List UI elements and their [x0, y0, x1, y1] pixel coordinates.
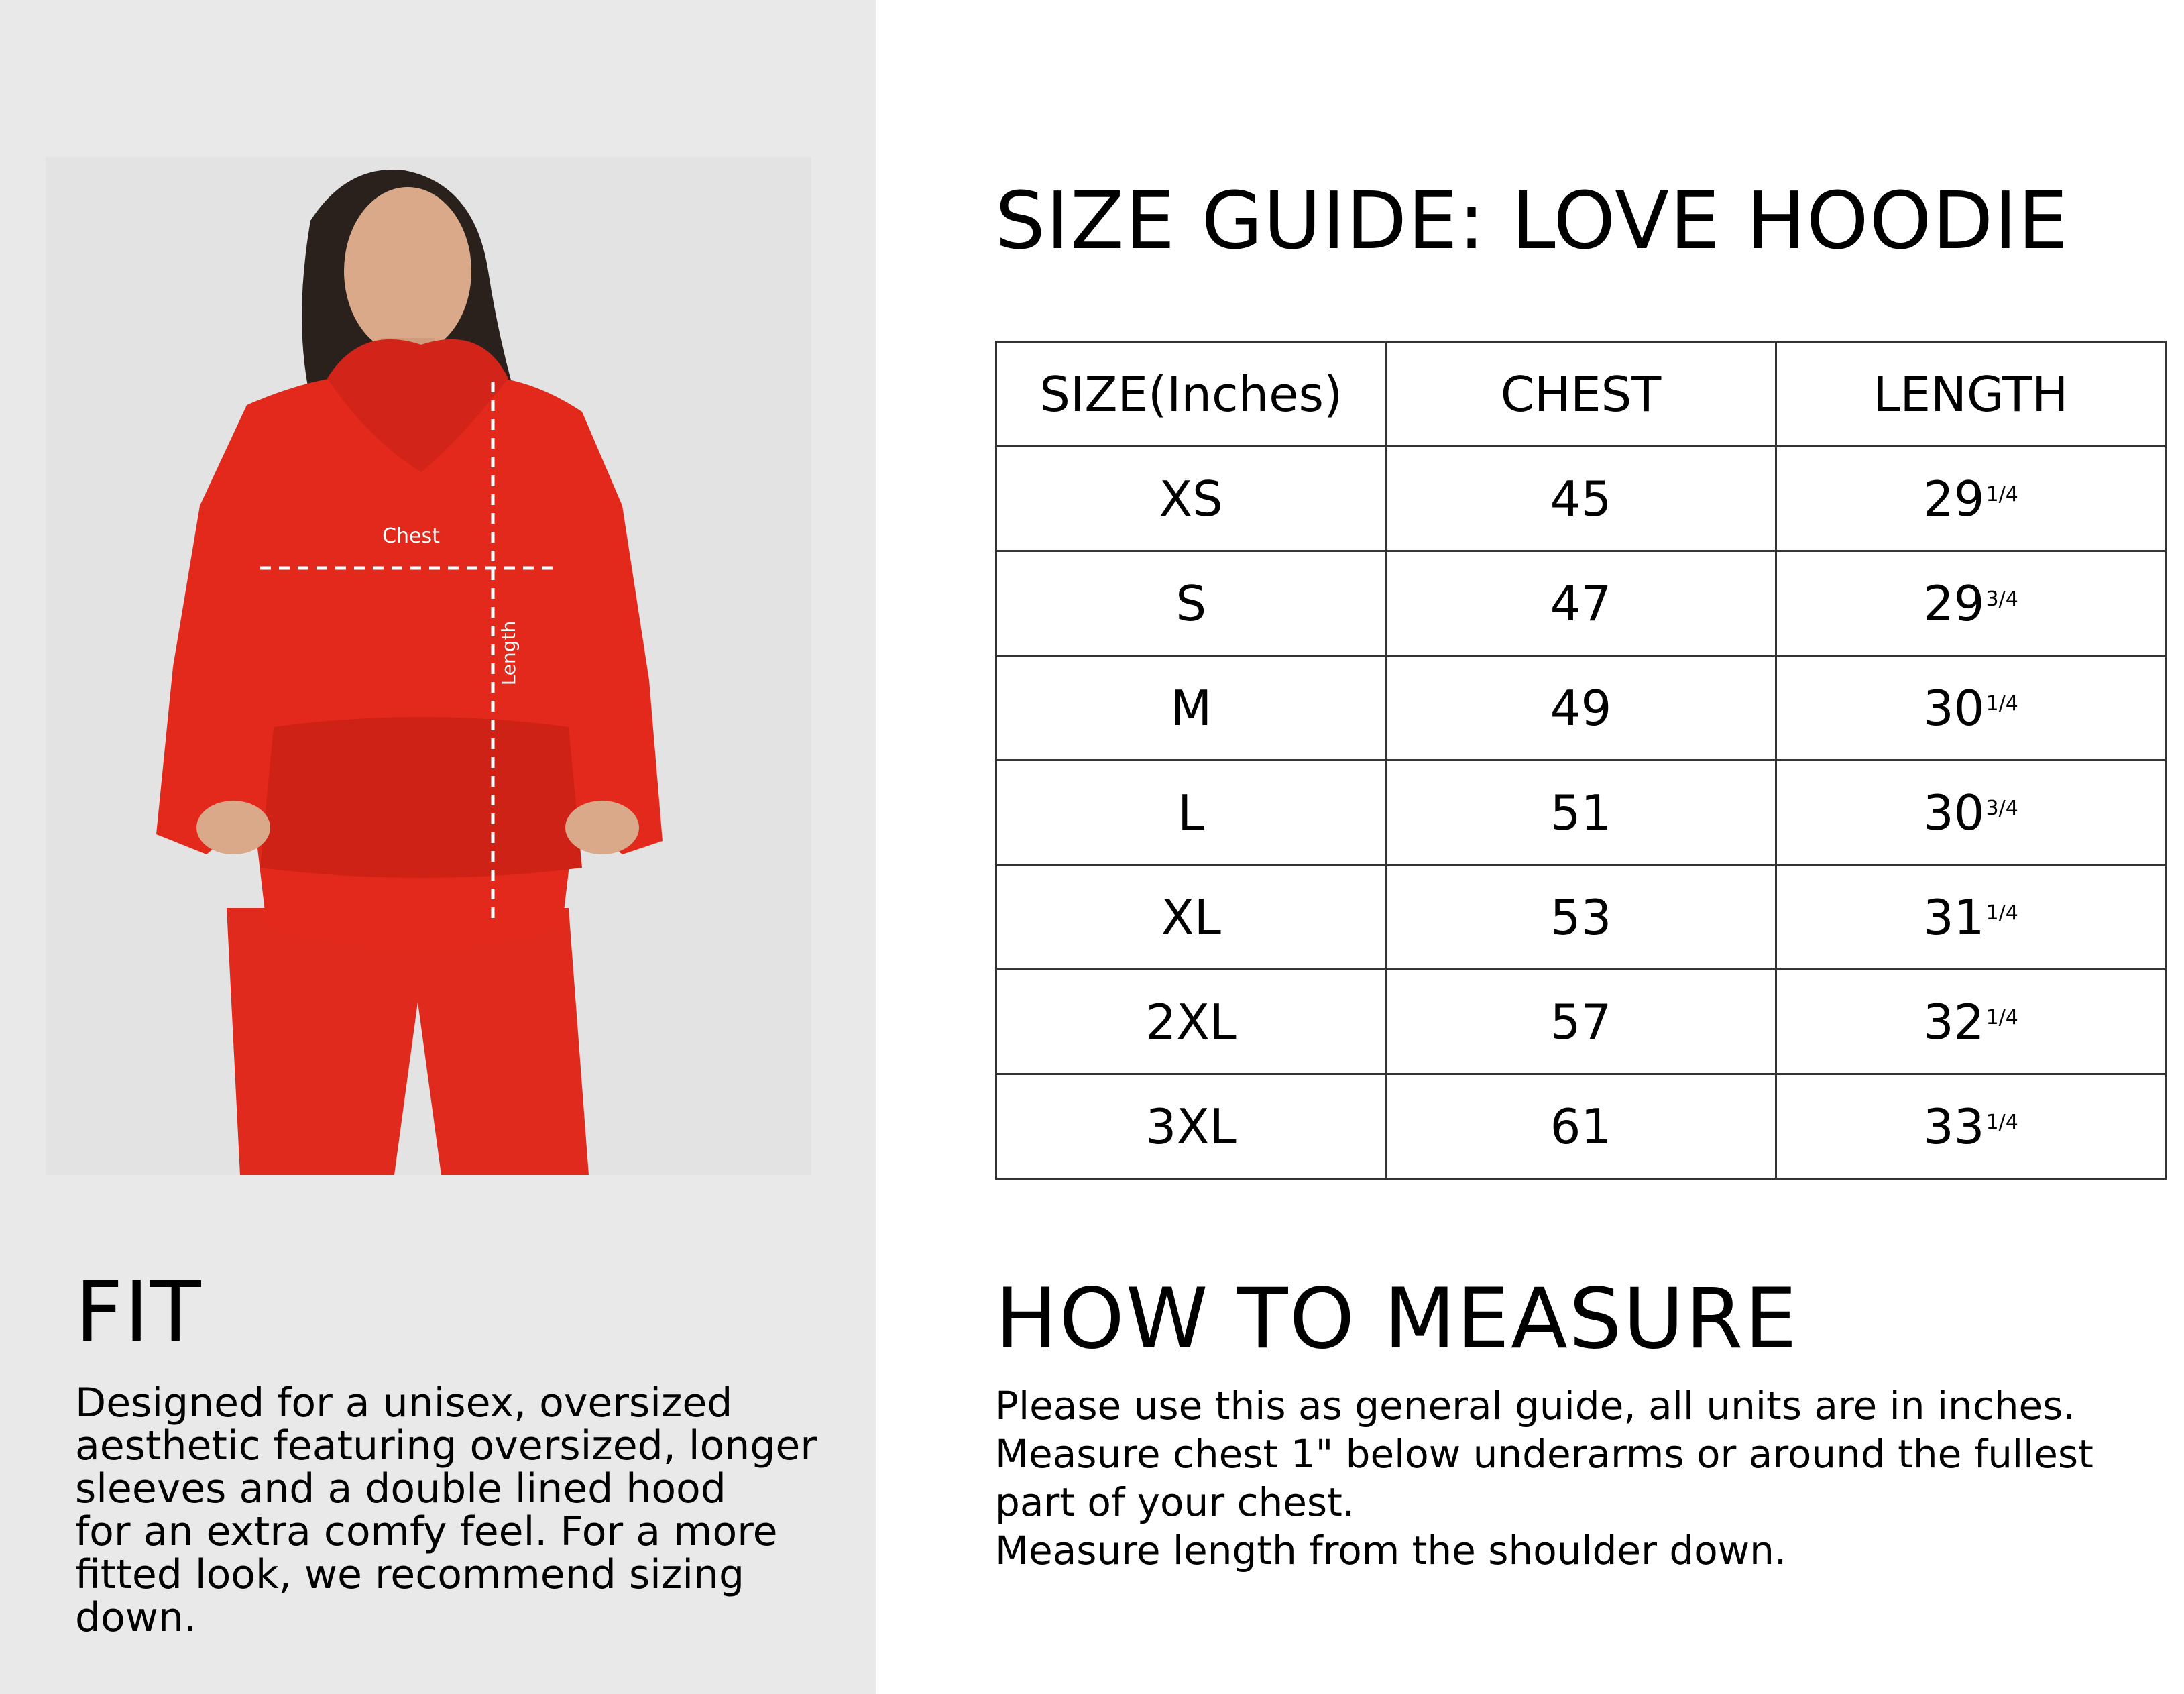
size-table: [995, 341, 2167, 1180]
left-panel: [0, 0, 876, 1694]
length-whole: 29: [1922, 575, 1985, 632]
length-cell: [1776, 865, 2165, 970]
table-row: [996, 1074, 2166, 1179]
measure-line: part of your chest.: [995, 1479, 1355, 1525]
length-cell: [1776, 970, 2165, 1074]
size-cell: XL: [996, 865, 1386, 970]
length-fraction: 1/4: [1986, 1110, 2018, 1134]
header-length: LENGTH: [1776, 342, 2165, 447]
chest-cell: 47: [1386, 551, 1776, 656]
length-whole: 29: [1922, 470, 1985, 527]
length-cell: [1776, 447, 2165, 551]
size-cell: S: [996, 551, 1386, 656]
table-row: [996, 656, 2166, 760]
size-guide-title: SIZE GUIDE: LOVE HOODIE: [995, 174, 2069, 267]
table-row: [996, 447, 2166, 551]
measure-line: Measure chest 1" below underarms or around the fullest: [995, 1431, 2093, 1477]
length-fraction: 1/4: [1986, 1005, 2018, 1029]
length-fraction: 3/4: [1986, 796, 2018, 820]
fit-title: FIT: [75, 1264, 203, 1361]
table-header-row: [996, 342, 2166, 447]
size-cell: L: [996, 760, 1386, 865]
length-cell: [1776, 656, 2165, 760]
size-cell: M: [996, 656, 1386, 760]
fit-description: Designed for a unisex, oversized aesthetic featuring oversized, longer sleeves and a double lined hood for an extra comfy feel. For a more fitted look, we recommend sizing down.: [75, 1379, 817, 1641]
header-chest: CHEST: [1386, 342, 1776, 447]
length-fraction: 1/4: [1986, 482, 2018, 506]
length-whole: 31: [1922, 889, 1985, 946]
table-row: [996, 865, 2166, 970]
length-fraction: 3/4: [1986, 587, 2018, 611]
chest-cell: 49: [1386, 656, 1776, 760]
chest-cell: 45: [1386, 447, 1776, 551]
size-cell: 2XL: [996, 970, 1386, 1074]
model-photo: [46, 157, 811, 1175]
length-whole: 30: [1922, 679, 1985, 736]
size-cell: XS: [996, 447, 1386, 551]
header-size: SIZE(Inches): [996, 342, 1386, 447]
chest-cell: 53: [1386, 865, 1776, 970]
length-whole: 32: [1922, 993, 1985, 1050]
hoodie-illustration: [46, 157, 811, 1175]
chest-cell: 57: [1386, 970, 1776, 1074]
length-fraction: 1/4: [1986, 691, 2018, 716]
length-whole: 33: [1922, 1098, 1985, 1155]
table-row: [996, 551, 2166, 656]
chest-label: Chest: [382, 524, 440, 548]
how-to-measure-text: [995, 1381, 2175, 1575]
measure-line: Measure length from the shoulder down.: [995, 1528, 1787, 1573]
chest-cell: 61: [1386, 1074, 1776, 1179]
length-cell: [1776, 1074, 2165, 1179]
length-cell: [1776, 551, 2165, 656]
how-to-measure-title: HOW TO MEASURE: [995, 1271, 1798, 1367]
length-cell: [1776, 760, 2165, 865]
length-fraction: 1/4: [1986, 901, 2018, 925]
chest-cell: 51: [1386, 760, 1776, 865]
length-label: Length: [498, 620, 520, 686]
measure-line: Please use this as general guide, all units are in inches.: [995, 1383, 2075, 1428]
length-whole: 30: [1922, 784, 1985, 841]
table-row: [996, 760, 2166, 865]
size-cell: 3XL: [996, 1074, 1386, 1179]
table-row: [996, 970, 2166, 1074]
